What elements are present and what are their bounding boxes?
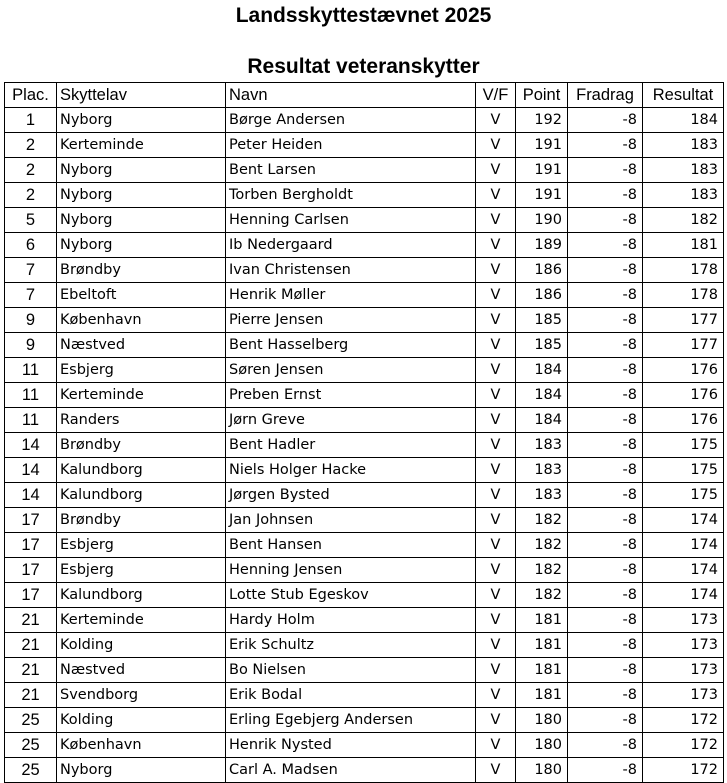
table-row: [5, 383, 724, 408]
cell-resultat: 173: [643, 608, 724, 633]
cell-vf: V: [476, 358, 516, 383]
cell-vf: V: [476, 158, 516, 183]
cell-navn: Bo Nielsen: [226, 658, 476, 683]
cell-vf: V: [476, 558, 516, 583]
cell-skyttelav: Kerteminde: [57, 383, 226, 408]
cell-plac: 21: [5, 683, 57, 708]
cell-skyttelav: Nyborg: [57, 758, 226, 783]
col-header-navn: Navn: [226, 83, 476, 108]
table-row: [5, 483, 724, 508]
cell-point: 186: [516, 283, 568, 308]
cell-plac: 25: [5, 708, 57, 733]
cell-resultat: 174: [643, 508, 724, 533]
cell-skyttelav: Brøndby: [57, 433, 226, 458]
cell-point: 180: [516, 708, 568, 733]
cell-skyttelav: Næstved: [57, 333, 226, 358]
table-row: [5, 533, 724, 558]
cell-vf: V: [476, 508, 516, 533]
cell-navn: Pierre Jensen: [226, 308, 476, 333]
col-header-plac: Plac.: [5, 83, 57, 108]
cell-skyttelav: Kalundborg: [57, 458, 226, 483]
cell-skyttelav: Nyborg: [57, 158, 226, 183]
cell-fradrag: -8: [568, 183, 643, 208]
cell-skyttelav: Brøndby: [57, 258, 226, 283]
cell-point: 183: [516, 458, 568, 483]
cell-fradrag: -8: [568, 158, 643, 183]
page-title: Landsskyttestævnet 2025: [235, 4, 492, 27]
header-row: [5, 83, 724, 108]
cell-plac: 11: [5, 358, 57, 383]
cell-plac: 9: [5, 308, 57, 333]
cell-fradrag: -8: [568, 208, 643, 233]
cell-resultat: 173: [643, 683, 724, 708]
cell-fradrag: -8: [568, 133, 643, 158]
cell-vf: V: [476, 383, 516, 408]
cell-plac: 9: [5, 333, 57, 358]
cell-fradrag: -8: [568, 383, 643, 408]
cell-fradrag: -8: [568, 608, 643, 633]
table-row: [5, 758, 724, 783]
cell-point: 181: [516, 608, 568, 633]
cell-vf: V: [476, 708, 516, 733]
table-row: [5, 333, 724, 358]
cell-navn: Erik Bodal: [226, 683, 476, 708]
cell-vf: V: [476, 258, 516, 283]
cell-skyttelav: Kalundborg: [57, 583, 226, 608]
cell-point: 181: [516, 658, 568, 683]
cell-vf: V: [476, 658, 516, 683]
cell-plac: 11: [5, 408, 57, 433]
cell-navn: Preben Ernst: [226, 383, 476, 408]
cell-navn: Ivan Christensen: [226, 258, 476, 283]
cell-point: 184: [516, 358, 568, 383]
cell-navn: Henrik Nysted: [226, 733, 476, 758]
cell-navn: Niels Holger Hacke: [226, 458, 476, 483]
cell-fradrag: -8: [568, 758, 643, 783]
cell-resultat: 183: [643, 133, 724, 158]
cell-navn: Jan Johnsen: [226, 508, 476, 533]
cell-navn: Torben Bergholdt: [226, 183, 476, 208]
cell-plac: 14: [5, 433, 57, 458]
cell-plac: 17: [5, 508, 57, 533]
cell-plac: 21: [5, 633, 57, 658]
cell-plac: 2: [5, 158, 57, 183]
cell-vf: V: [476, 458, 516, 483]
cell-skyttelav: Kalundborg: [57, 483, 226, 508]
cell-skyttelav: Næstved: [57, 658, 226, 683]
table-row: [5, 183, 724, 208]
cell-resultat: 178: [643, 258, 724, 283]
cell-skyttelav: Nyborg: [57, 108, 226, 133]
cell-resultat: 175: [643, 483, 724, 508]
cell-fradrag: -8: [568, 283, 643, 308]
cell-navn: Peter Heiden: [226, 133, 476, 158]
cell-fradrag: -8: [568, 333, 643, 358]
cell-point: 186: [516, 258, 568, 283]
cell-skyttelav: Randers: [57, 408, 226, 433]
cell-vf: V: [476, 408, 516, 433]
cell-resultat: 181: [643, 233, 724, 258]
cell-resultat: 184: [643, 108, 724, 133]
cell-point: 181: [516, 633, 568, 658]
col-header-resultat: Resultat: [643, 83, 724, 108]
cell-point: 184: [516, 383, 568, 408]
cell-plac: 17: [5, 558, 57, 583]
cell-plac: 2: [5, 133, 57, 158]
cell-vf: V: [476, 608, 516, 633]
cell-fradrag: -8: [568, 658, 643, 683]
table-row: [5, 633, 724, 658]
table-row: [5, 133, 724, 158]
cell-vf: V: [476, 308, 516, 333]
cell-resultat: 178: [643, 283, 724, 308]
cell-point: 180: [516, 758, 568, 783]
cell-fradrag: -8: [568, 508, 643, 533]
cell-vf: V: [476, 208, 516, 233]
cell-fradrag: -8: [568, 708, 643, 733]
cell-point: 185: [516, 333, 568, 358]
cell-fradrag: -8: [568, 408, 643, 433]
cell-resultat: 172: [643, 758, 724, 783]
table-row: [5, 158, 724, 183]
cell-resultat: 176: [643, 383, 724, 408]
cell-resultat: 176: [643, 408, 724, 433]
cell-vf: V: [476, 183, 516, 208]
cell-skyttelav: Esbjerg: [57, 358, 226, 383]
table-row: [5, 108, 724, 133]
col-header-fradrag: Fradrag: [568, 83, 643, 108]
cell-navn: Hardy Holm: [226, 608, 476, 633]
cell-vf: V: [476, 483, 516, 508]
cell-point: 180: [516, 733, 568, 758]
cell-navn: Bent Larsen: [226, 158, 476, 183]
table-row: [5, 558, 724, 583]
cell-fradrag: -8: [568, 308, 643, 333]
table-row: [5, 508, 724, 533]
cell-plac: 21: [5, 608, 57, 633]
cell-vf: V: [476, 683, 516, 708]
cell-plac: 14: [5, 483, 57, 508]
cell-resultat: 172: [643, 733, 724, 758]
cell-skyttelav: Esbjerg: [57, 533, 226, 558]
cell-navn: Henrik Møller: [226, 283, 476, 308]
cell-skyttelav: Nyborg: [57, 183, 226, 208]
col-header-point: Point: [516, 83, 568, 108]
cell-vf: V: [476, 433, 516, 458]
table-row: [5, 283, 724, 308]
cell-plac: 5: [5, 208, 57, 233]
table-row: [5, 408, 724, 433]
cell-point: 182: [516, 583, 568, 608]
cell-skyttelav: Nyborg: [57, 233, 226, 258]
table-row: [5, 258, 724, 283]
cell-plac: 1: [5, 108, 57, 133]
cell-navn: Bent Hasselberg: [226, 333, 476, 358]
cell-navn: Lotte Stub Egeskov: [226, 583, 476, 608]
cell-resultat: 183: [643, 183, 724, 208]
cell-skyttelav: København: [57, 308, 226, 333]
col-header-vf: V/F: [476, 83, 516, 108]
cell-vf: V: [476, 108, 516, 133]
cell-fradrag: -8: [568, 633, 643, 658]
cell-point: 185: [516, 308, 568, 333]
cell-skyttelav: Kolding: [57, 633, 226, 658]
cell-navn: Bent Hadler: [226, 433, 476, 458]
cell-plac: 7: [5, 283, 57, 308]
cell-resultat: 174: [643, 533, 724, 558]
cell-fradrag: -8: [568, 458, 643, 483]
cell-resultat: 177: [643, 308, 724, 333]
cell-point: 189: [516, 233, 568, 258]
cell-fradrag: -8: [568, 233, 643, 258]
cell-skyttelav: Ebeltoft: [57, 283, 226, 308]
cell-fradrag: -8: [568, 533, 643, 558]
cell-fradrag: -8: [568, 483, 643, 508]
cell-navn: Jørn Greve: [226, 408, 476, 433]
cell-plac: 25: [5, 758, 57, 783]
cell-plac: 6: [5, 233, 57, 258]
cell-skyttelav: Svendborg: [57, 683, 226, 708]
table-row: [5, 208, 724, 233]
cell-navn: Bent Hansen: [226, 533, 476, 558]
cell-navn: Børge Andersen: [226, 108, 476, 133]
cell-navn: Carl A. Madsen: [226, 758, 476, 783]
cell-navn: Erik Schultz: [226, 633, 476, 658]
cell-resultat: 175: [643, 458, 724, 483]
table-row: [5, 583, 724, 608]
cell-resultat: 176: [643, 358, 724, 383]
cell-skyttelav: Kolding: [57, 708, 226, 733]
cell-resultat: 182: [643, 208, 724, 233]
cell-point: 181: [516, 683, 568, 708]
cell-resultat: 173: [643, 633, 724, 658]
cell-resultat: 173: [643, 658, 724, 683]
cell-navn: Søren Jensen: [226, 358, 476, 383]
cell-fradrag: -8: [568, 558, 643, 583]
cell-skyttelav: Kerteminde: [57, 133, 226, 158]
col-header-skyttelav: Skyttelav: [57, 83, 226, 108]
cell-fradrag: -8: [568, 683, 643, 708]
table-row: [5, 433, 724, 458]
table-row: [5, 708, 724, 733]
cell-vf: V: [476, 233, 516, 258]
cell-navn: Henning Jensen: [226, 558, 476, 583]
table-row: [5, 683, 724, 708]
table-row: [5, 308, 724, 333]
cell-point: 182: [516, 533, 568, 558]
cell-resultat: 183: [643, 158, 724, 183]
cell-vf: V: [476, 733, 516, 758]
cell-plac: 25: [5, 733, 57, 758]
cell-skyttelav: Nyborg: [57, 208, 226, 233]
cell-navn: Erling Egebjerg Andersen: [226, 708, 476, 733]
cell-plac: 17: [5, 583, 57, 608]
cell-plac: 11: [5, 383, 57, 408]
cell-skyttelav: Kerteminde: [57, 608, 226, 633]
cell-plac: 21: [5, 658, 57, 683]
cell-point: 190: [516, 208, 568, 233]
cell-skyttelav: Brøndby: [57, 508, 226, 533]
cell-vf: V: [476, 333, 516, 358]
table-row: [5, 458, 724, 483]
cell-resultat: 174: [643, 558, 724, 583]
cell-point: 184: [516, 408, 568, 433]
cell-skyttelav: København: [57, 733, 226, 758]
cell-fradrag: -8: [568, 258, 643, 283]
cell-point: 182: [516, 558, 568, 583]
table-row: [5, 733, 724, 758]
cell-vf: V: [476, 533, 516, 558]
cell-fradrag: -8: [568, 108, 643, 133]
cell-plac: 17: [5, 533, 57, 558]
cell-navn: Jørgen Bysted: [226, 483, 476, 508]
cell-vf: V: [476, 583, 516, 608]
cell-fradrag: -8: [568, 358, 643, 383]
cell-vf: V: [476, 633, 516, 658]
cell-resultat: 175: [643, 433, 724, 458]
table-row: [5, 233, 724, 258]
cell-resultat: 174: [643, 583, 724, 608]
cell-plac: 14: [5, 458, 57, 483]
cell-point: 183: [516, 433, 568, 458]
cell-plac: 7: [5, 258, 57, 283]
cell-fradrag: -8: [568, 733, 643, 758]
cell-plac: 2: [5, 183, 57, 208]
cell-resultat: 177: [643, 333, 724, 358]
cell-point: 191: [516, 183, 568, 208]
table-row: [5, 358, 724, 383]
table-row: [5, 608, 724, 633]
results-table: [4, 82, 724, 783]
cell-vf: V: [476, 133, 516, 158]
cell-fradrag: -8: [568, 583, 643, 608]
cell-vf: V: [476, 758, 516, 783]
cell-resultat: 172: [643, 708, 724, 733]
table-row: [5, 658, 724, 683]
cell-skyttelav: Esbjerg: [57, 558, 226, 583]
cell-navn: Henning Carlsen: [226, 208, 476, 233]
cell-point: 183: [516, 483, 568, 508]
cell-point: 182: [516, 508, 568, 533]
cell-navn: Ib Nedergaard: [226, 233, 476, 258]
cell-point: 191: [516, 158, 568, 183]
cell-vf: V: [476, 283, 516, 308]
cell-fradrag: -8: [568, 433, 643, 458]
cell-point: 191: [516, 133, 568, 158]
cell-point: 192: [516, 108, 568, 133]
page-subtitle: Resultat veteranskytter: [247, 55, 480, 78]
